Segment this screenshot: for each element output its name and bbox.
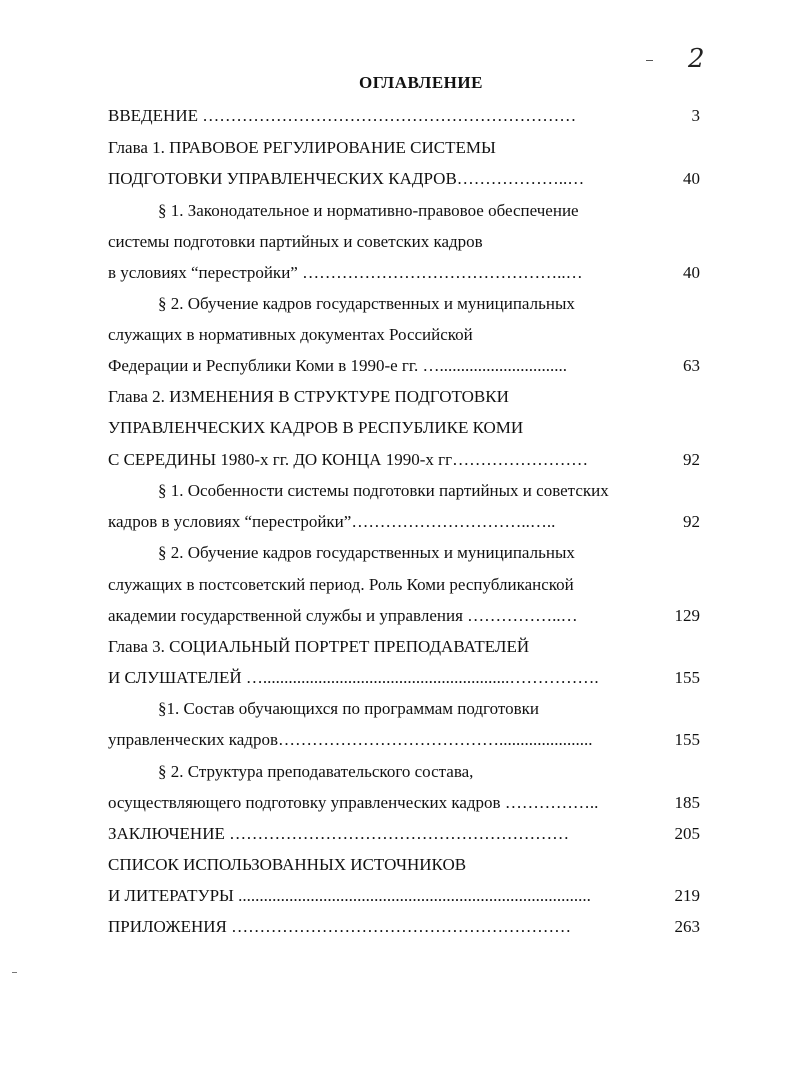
toc-page-number: 155 xyxy=(674,668,700,687)
toc-line-text: Глава 3. СОЦИАЛЬНЫЙ ПОРТРЕТ ПРЕПОДАВАТЕЛЕЙ xyxy=(108,637,530,656)
toc-line-text: ПРИЛОЖЕНИЯ …………………………………………………… xyxy=(108,917,572,936)
toc-line-text: академии государственной службы и управления ……………..… xyxy=(108,606,578,625)
toc-page-number: 129 xyxy=(674,606,700,625)
toc-page-number: 40 xyxy=(683,169,700,188)
toc-line-text: § 2. Обучение кадров государственных и муниципальных xyxy=(158,294,575,313)
toc-page-number: 40 xyxy=(683,263,700,282)
toc-page-number: 185 xyxy=(674,793,700,812)
toc-page-number: 63 xyxy=(683,356,700,375)
toc-line-text: Федерации и Республики Коми в 1990-е гг. ….............................. xyxy=(108,356,567,375)
toc-line-text: И ЛИТЕРАТУРЫ ................................................................................... xyxy=(108,886,591,905)
toc-line-text: ВВЕДЕНИЕ ………………………………………………………… xyxy=(108,106,577,125)
toc-line-text: ЗАКЛЮЧЕНИЕ …………………………………………………… xyxy=(108,824,570,843)
toc-line-text: ПОДГОТОВКИ УПРАВЛЕНЧЕСКИХ КАДРОВ………………..… xyxy=(108,169,585,188)
toc-line-text: служащих в постсоветский период. Роль Коми республиканской xyxy=(108,575,574,594)
toc-page-number: 155 xyxy=(674,730,700,749)
toc-page-number: 3 xyxy=(691,106,700,125)
toc-line-text: § 1. Особенности системы подготовки партийных и советских xyxy=(158,481,609,500)
toc-line-text: УПРАВЛЕНЧЕСКИХ КАДРОВ В РЕСПУБЛИКЕ КОМИ xyxy=(108,418,524,437)
toc-page-number: 263 xyxy=(674,917,700,936)
toc-line-text: осуществляющего подготовку управленческих кадров …………….. xyxy=(108,793,599,812)
toc-line-text: С СЕРЕДИНЫ 1980-х гг. ДО КОНЦА 1990-х гг…………………… xyxy=(108,450,589,469)
toc-line-text: в условиях “перестройки” ………………………………………..… xyxy=(108,263,583,282)
toc-line-text: § 2. Обучение кадров государственных и муниципальных xyxy=(158,543,575,562)
toc-line-text: § 1. Законодательное и нормативно-правовое обеспечение xyxy=(158,201,579,220)
toc-line-text: СПИСОК ИСПОЛЬЗОВАННЫХ ИСТОЧНИКОВ xyxy=(108,855,467,874)
toc-page-number: 92 xyxy=(683,450,700,469)
scan-mark-left xyxy=(12,972,17,973)
toc-page-number: 219 xyxy=(674,886,700,905)
toc-page-number: 205 xyxy=(674,824,700,843)
toc-line-text: системы подготовки партийных и советских кадров xyxy=(108,232,483,251)
toc-line-text: управленческих кадров…………………………………...................... xyxy=(108,730,593,749)
toc-line-text: служащих в нормативных документах Российской xyxy=(108,325,473,344)
scan-mark xyxy=(646,60,653,61)
toc-line-text: кадров в условиях “перестройки”…………………………..….. xyxy=(108,512,556,531)
toc-line-text: §1. Состав обучающихся по программам подготовки xyxy=(158,699,539,718)
toc-line-text: Глава 1. ПРАВОВОЕ РЕГУЛИРОВАНИЕ СИСТЕМЫ xyxy=(108,138,496,157)
toc-page-number: 92 xyxy=(683,512,700,531)
toc-line-text: Глава 2. ИЗМЕНЕНИЯ В СТРУКТУРЕ ПОДГОТОВКИ xyxy=(108,387,509,406)
toc-line-text: И СЛУШАТЕЛЕЙ …..........................................................……………. xyxy=(108,668,599,687)
handwritten-page-number: 2 xyxy=(688,44,705,74)
toc-line-text: § 2. Структура преподавательского состава, xyxy=(158,762,474,781)
page-title: ОГЛАВЛЕНИЕ xyxy=(359,73,483,92)
